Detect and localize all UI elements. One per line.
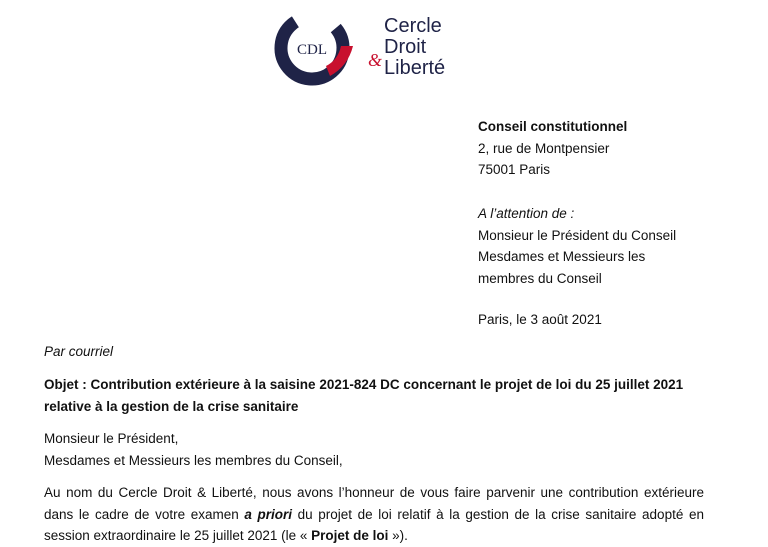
salutation: [44, 428, 704, 471]
cdl-logo-ring-icon: [270, 4, 370, 94]
attention-line-3: membres du Conseil: [478, 270, 602, 286]
recipient-name: Conseil constitutionnel: [478, 119, 628, 134]
recipient-city: 75001 Paris: [478, 162, 551, 177]
salutation-line-2: Mesdames et Messieurs les membres du Conseil,: [44, 452, 343, 468]
subject-line: [44, 374, 744, 417]
attention-line-2: Mesdames et Messieurs les: [478, 249, 646, 264]
body-emphasis: a priori: [244, 506, 292, 522]
logo-ampersand: &: [368, 50, 383, 70]
body-text-2: du projet de loi relatif à la gestion de la crise sanitaire adopté en session extraordinaire le 25 juillet 2021 (le «: [44, 506, 704, 543]
body-text-1: Au nom du Cercle Droit & Liberté, nous avons l’honneur de vous faire parvenir une contribution extérieure dans le cadre de votre examen: [44, 485, 704, 522]
subject-line-2: relative à la gestion de la crise sanitaire: [44, 398, 299, 414]
recipient-address: [478, 116, 627, 181]
attention-line-1: Monsieur le Président du Conseil: [478, 227, 677, 243]
body-text-3: »).: [388, 528, 408, 543]
cdl-logo: [270, 4, 490, 94]
subject-line-1: Objet : Contribution extérieure à la saisine 2021-824 DC concernant le projet de loi du 25 juillet 2021: [44, 377, 684, 392]
salutation-line-1: Monsieur le Président,: [44, 431, 179, 446]
date-line: Paris, le 3 août 2021: [478, 312, 602, 327]
logo-initials: CDL: [297, 42, 327, 58]
body-paragraph: [44, 482, 704, 547]
body-strong: Projet de loi: [311, 528, 389, 543]
logo-wordmark: [384, 16, 445, 79]
recipient-street: 2, rue de Montpensier: [478, 140, 610, 156]
logo-line-1: Cercle: [384, 15, 442, 37]
logo-line-2: Droit: [384, 36, 427, 58]
logo-line-3: Liberté: [384, 57, 446, 79]
delivery-method: Par courriel: [44, 344, 114, 359]
attention-label: A l’attention de :: [478, 206, 575, 221]
attention-block: [478, 203, 676, 289]
